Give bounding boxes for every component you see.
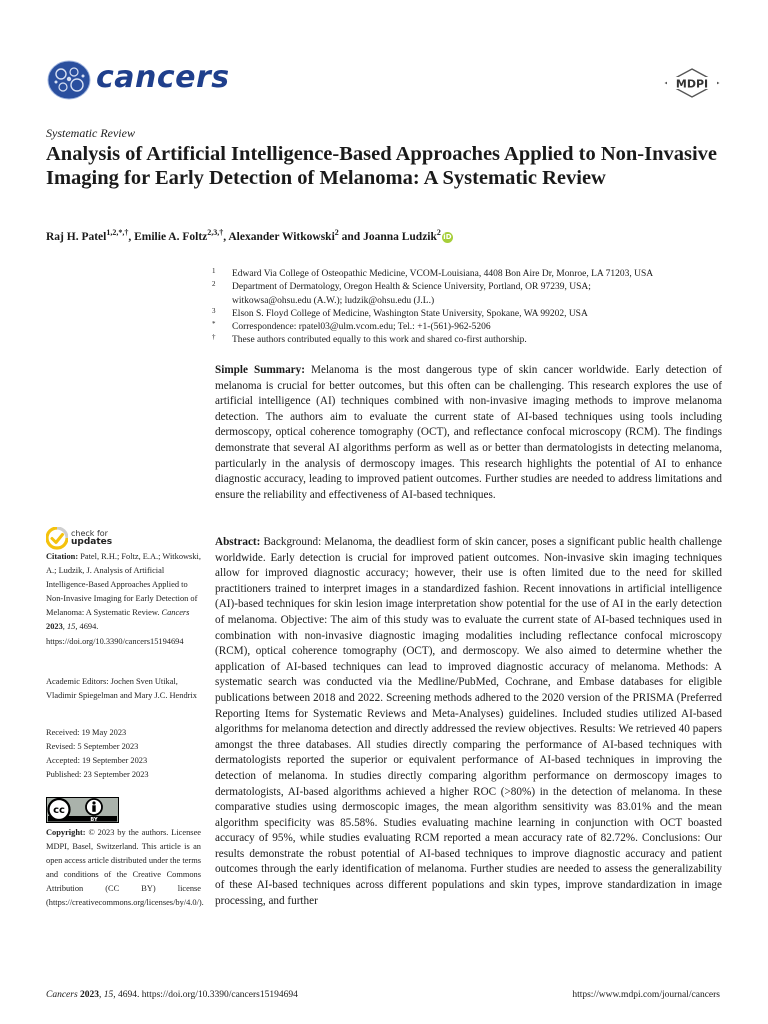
academic-editors: Academic Editors: Jochen Sven Utikal, Vladimir Spiegelman and Mary J.C. Hendrix [46,677,197,701]
affiliation-mark: † [212,333,216,342]
affiliation-text: Elson S. Floyd College of Medicine, Washington State University, Spokane, WA 99202, USA [232,308,588,319]
co-first-note-text: These authors contributed equally to this work and shared co-first authorship. [232,335,527,346]
orcid-icon[interactable]: iD [443,232,452,241]
abstract-label: Abstract: [215,536,261,548]
affiliation-mark: 3 [212,306,216,315]
copyright-notice [46,826,204,911]
check-line-2: updates [71,537,113,547]
citation-journal: Cancers [161,608,190,618]
citation-block [46,550,201,649]
author-affil-marks: 2,3,† [207,228,224,237]
simple-summary [215,363,722,503]
author-separator: , [223,230,229,243]
simple-summary-label: Simple Summary: [215,364,305,376]
copyright-label: Copyright: [46,828,86,837]
author-affil-marks: 2 [436,228,441,237]
footer-volume: 15 [103,990,114,1000]
author-affil-marks: 2 [334,228,339,237]
affiliation-emails[interactable]: witkowsa@ohsu.edu (A.W.); ludzik@ohsu.edu (J.L.) [232,295,435,306]
check-for-updates-text [71,529,112,547]
author-separator: , [128,230,135,243]
article-title: Analysis of Artificial Intelligence-Based Approaches Applied to Non-Invasive Imaging for Early Detection of Melanoma: A Systematic Review [46,143,718,189]
check-line-1: check for [71,529,108,538]
check-for-updates-button[interactable] [46,525,176,553]
correspondence-text[interactable]: Correspondence: rpatel03@ulm.vcom.edu; Tel.: +1-(561)-962-5206 [232,322,491,333]
affiliation-text: Edward Via College of Osteopathic Medicine, VCOM-Louisiana, 4408 Bon Aire Dr, Monroe, LA 71203, USA [232,269,654,279]
article-type: Systematic Review [46,126,135,140]
affiliations [210,268,730,348]
author-name[interactable]: Emilie A. Foltz [134,230,208,243]
cc-mark-text: cc [53,805,65,816]
footer-year: 2023 [80,990,100,1000]
journal-name[interactable]: cancers [96,60,230,95]
affiliation-mark: * [212,320,216,329]
copyright-text: © 2023 by the authors. Licensee MDPI, Basel, Switzerland. This article is an open access article distributed under the terms and conditions of the Creative Commons Attribution (CC BY) license (https://creativecommons.org/licenses/by/4.0/). [46,828,204,908]
date-published: Published: 23 September 2023 [46,770,149,780]
footer-citation [46,990,298,1000]
author-separator: and [338,230,364,243]
author-name[interactable]: Joanna Ludzik [363,230,437,243]
citation-volume: 15 [66,622,76,632]
date-revised: Revised: 5 September 2023 [46,742,139,752]
cc-by-license-icon[interactable] [46,797,119,823]
affiliation-item [210,308,730,321]
co-first-note [210,334,730,347]
affiliation-mark: 1 [212,267,216,275]
author-name[interactable]: Alexander Witkowski [228,230,335,243]
cc-by-text: BY [90,817,98,823]
affiliation-item [210,268,730,281]
check-for-updates-icon [46,527,68,551]
affiliation-text: Department of Dermatology, Oregon Health & Science University, Portland, OR 97239, USA; [232,282,591,293]
journal-logo-icon [46,58,92,102]
affiliation-mark: 2 [212,280,216,289]
citation-year: 2023 [46,622,63,632]
author-list [46,228,453,243]
correspondence-item [210,321,730,334]
citation-comma: , [62,622,67,632]
abstract-text: Background: Melanoma, the deadliest form of skin cancer, poses a significant public health challenge worldwide. Early detection is crucial for improved patient outcomes. Non-invasive skin imaging techniques allow for improved diagnostic accuracy; however, their use is often limited due to the need for skilled practitioners trained to interpret images in a standardized fashion. Recent innovations in artificial intelligence (AI)-based techniques for skin lesion image interpretation show potential for the use of AI in the early detection of melanoma. Objective: The aim of this study was to evaluate the current state of AI-based techniques used in combination with non-invasive diagnostic imaging modalities including reflectance confocal microscopy (RCM), optical coherence tomography (OCT), and dermoscopy. We also aimed to determine whether the application of AI-based techniques can lead to improved diagnostic accuracy of melanoma. Methods: A systematic search was conducted via the Medline/PubMed, Cochrane, and Embase databases for eligible publications between 2018 and 2022. Screening methods adhered to the 2020 version of the PRISMA (Preferred Reporting Items for Systematic Reviews and Meta-Analyses) guidelines. Included studies utilized AI-based algorithms for melanoma detection and directly addressed the review objectives. Results: We retrieved 40 papers amongst the three databases. All studies directly comparing the performance of AI-based techniques with dermatologists reported the superior or equivalent performance of AI-based techniques in improving the detection of melanoma. In studies directly comparing algorithm performance on dermoscopy images to dermatologists, AI-based algorithms achieved a higher ROC (>80%) in the detection of melanoma. In these comparative studies using dermoscopic images, the mean algorithm sensitivity was 83.01% and the mean algorithm specificity was 85.58%. Studies evaluating machine learning in conjunction with OCT boasted accuracy of 95%, while studies evaluating RCM reported a mean accuracy rate of 82.72%. Conclusions: Our results demonstrate the robust potential of AI-based techniques to improve diagnostic accuracy and patient outcomes through the early identification of melanoma. Further studies are needed to assess the generalizability of these AI-based techniques across different populations and skin types, improve standardization in image processing, and further [215,536,722,907]
date-received: Received: 19 May 2023 [46,728,127,737]
footer-comma: , [99,990,104,1000]
date-accepted: Accepted: 19 September 2023 [46,756,148,766]
affiliation-item [210,295,730,308]
author-affil-marks: 1,2,*,† [106,228,129,237]
publication-dates [46,726,201,782]
affiliation-item [210,281,730,294]
citation-text: Patel, R.H.; Foltz, E.A.; Witkowski, A.; Ludzik, J. Analysis of Artificial Intelligence-Based Approaches Applied to Non-Invasive Imaging for Early Detection of Melanoma: A Systematic Review. [46,552,201,618]
citation-label: Citation: [46,552,79,561]
footer-journal-url[interactable]: https://www.mdpi.com/journal/cancers [572,990,720,1000]
simple-summary-text: Melanoma is the most dangerous type of skin cancer worldwide. Early detection of melanoma is crucial for better outcomes, but this often can be challenging. This research explores the use of artificial intelligence (AI) techniques combined with non-invasive imaging methods to improve melanoma detection. The authors aim to evaluate the current state of AI-based techniques using tools including dermoscopy, optical coherence tomography (OCT), and reflectance confocal microscopy (RCM). The findings demonstrate that several AI algorithms perform as well as or better than dermatologists in detecting melanoma, particularly in the analysis of dermoscopy images. This research highlights the potential of AI to enhance diagnostic accuracy, leading to improved patient outcomes. Further studies are needed to address limitations and ensure the reliability and effectiveness of AI-based techniques. [215,364,723,501]
citation-pages-doi[interactable]: , 4694. https://doi.org/10.3390/cancers15194694 [46,622,184,646]
author-name[interactable]: Raj H. Patel [46,230,107,243]
abstract [215,535,722,909]
mdpi-logo-text: MDPI [675,77,709,91]
footer-doi[interactable]: , 4694. https://doi.org/10.3390/cancers15194694 [113,990,298,1000]
mdpi-logo-icon[interactable] [664,68,720,98]
footer-journal: Cancers [46,990,78,1000]
